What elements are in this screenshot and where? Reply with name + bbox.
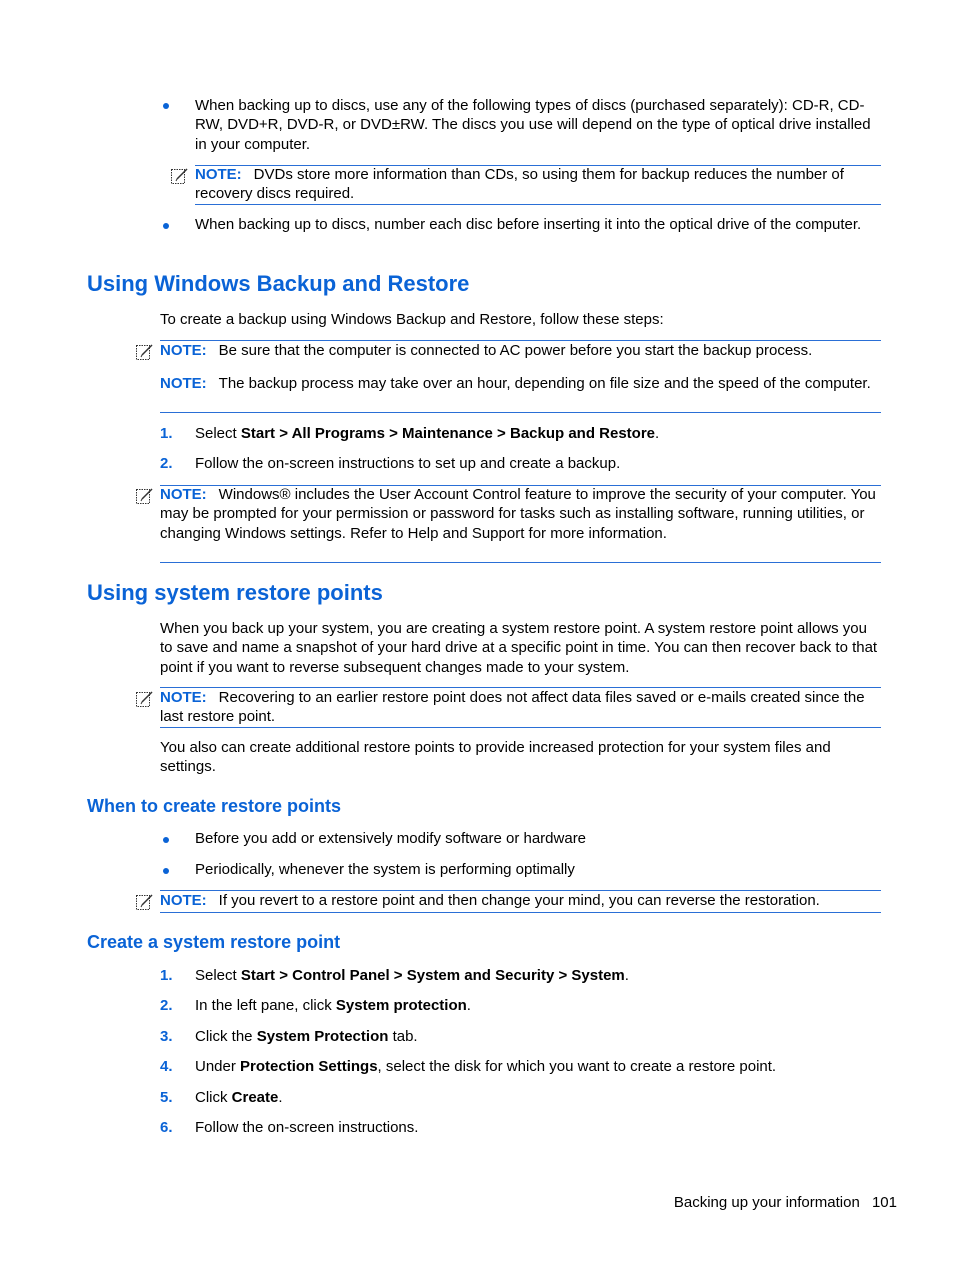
paragraph: To create a backup using Windows Backup and Restore, follow these steps:: [160, 311, 664, 328]
note-text: Windows® includes the User Account Control feature to improve the security of your computer. You may be prompted for your permission or password for tasks such as installing software, running utilities, or changing Windows settings. Refer to Help and Support for more information.: [160, 486, 876, 542]
note-icon: [135, 487, 155, 505]
subsection-heading: Create a system restore point: [87, 932, 341, 952]
note-text: DVDs store more information than CDs, so using them for backup reduces the number of recovery discs required.: [195, 166, 844, 203]
section-heading: Using Windows Backup and Restore: [87, 271, 470, 296]
step-text: Under Protection Settings, select the disk for which you want to create a restore point.: [195, 1058, 777, 1075]
note-rule-bottom: [160, 562, 881, 563]
note-label: NOTE:: [160, 342, 207, 359]
paragraph: When you back up your system, you are creating a system restore point. A system restore point allows you to save and name a snapshot of your hard drive at a specific point in time. You can then recover back to that point if you want to reverse subsequent changes made to your system.: [160, 620, 878, 676]
section-heading: Using system restore points: [87, 580, 383, 605]
page-number: 101: [871, 1194, 897, 1211]
note-text: The backup process may take over an hour, depending on file size and the speed of the computer.: [218, 375, 871, 392]
subsection-heading: When to create restore points: [87, 796, 342, 816]
note-icon: [135, 343, 155, 361]
note-label: NOTE:: [160, 689, 207, 706]
step-text: Click the System Protection tab.: [195, 1028, 418, 1045]
bullet-dot: [163, 837, 169, 843]
step-number: 2.: [160, 997, 173, 1014]
paragraph: You also can create additional restore points to provide increased protection for your system files and settings.: [160, 739, 831, 776]
step-text: In the left pane, click System protection.: [195, 997, 471, 1014]
step-number: 2.: [160, 455, 173, 472]
note-text: If you revert to a restore point and then change your mind, you can reverse the restoration.: [218, 892, 820, 909]
note-rule-bottom: [160, 912, 881, 913]
step-text: Select Start > All Programs > Maintenance > Backup and Restore.: [195, 425, 660, 442]
bullet-item: When backing up to discs, use any of the following types of discs (purchased separately): CD-R, CD-RW, DVD+R, DVD-R, or DVD±RW. The discs you use will depend on the type of optical drive installed in your computer.: [195, 97, 871, 153]
note-rule-bottom: [195, 204, 881, 205]
bullet-item: When backing up to discs, number each disc before inserting it into the optical drive of the computer.: [195, 216, 862, 233]
bullet-dot: [163, 223, 169, 229]
step-text: Select Start > Control Panel > System and Security > System.: [195, 967, 629, 984]
note-label: NOTE:: [160, 375, 207, 392]
note-icon: [135, 893, 155, 911]
step-text: Follow the on-screen instructions to set up and create a backup.: [195, 455, 621, 472]
note-dvd: [195, 165, 881, 204]
bullet-item: Before you add or extensively modify software or hardware: [195, 830, 587, 847]
page-footer: [674, 1193, 897, 1212]
note-text: Be sure that the computer is connected to AC power before you start the backup process.: [218, 342, 813, 359]
note-uac: [160, 485, 882, 543]
bullet-dot: [163, 868, 169, 874]
step-number: 3.: [160, 1028, 173, 1045]
note-label: NOTE:: [160, 892, 207, 909]
note-text: Recovering to an earlier restore point does not affect data files saved or e-mails created since the last restore point.: [160, 689, 865, 726]
step-text: Follow the on-screen instructions.: [195, 1119, 419, 1136]
note-label: NOTE:: [160, 486, 207, 503]
note-restore: [160, 688, 882, 727]
bullet-dot: [163, 103, 169, 109]
note-rule-bottom: [160, 412, 881, 413]
bullet-item: Periodically, whenever the system is performing optimally: [195, 861, 575, 878]
step-number: 6.: [160, 1119, 173, 1136]
footer-section-title: Backing up your information: [673, 1194, 860, 1211]
step-number: 5.: [160, 1089, 173, 1106]
step-number: 1.: [160, 967, 173, 984]
note-rule-bottom: [160, 727, 881, 728]
note-icon: [135, 690, 155, 708]
note-duration: [160, 374, 882, 393]
note-power: [160, 341, 882, 360]
step-number: 4.: [160, 1058, 173, 1075]
step-text: Click Create.: [195, 1089, 283, 1106]
step-number: 1.: [160, 425, 173, 442]
note-label: NOTE:: [195, 166, 242, 183]
note-revert: [160, 891, 882, 910]
note-icon: [170, 167, 190, 185]
